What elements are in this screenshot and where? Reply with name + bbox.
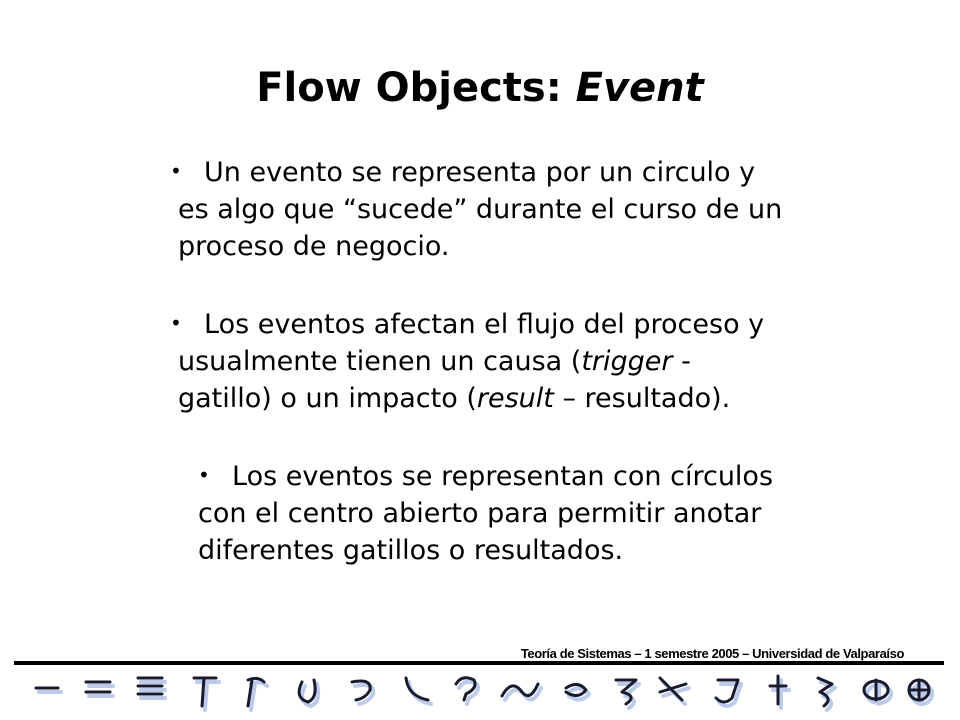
bullet-1-line-1: Un evento se representa por un circulo y [204, 157, 756, 188]
bullet-2-line-3-b: – resultado). [553, 383, 731, 414]
bullet-1-line-3: proceso de negocio. [178, 231, 450, 262]
bullet-3-line-3: diferentes gatillos o resultados. [198, 535, 624, 566]
footer-text: Teoría de Sistemas – 1 semestre 2005 – Universidad de Valparaíso [520, 646, 904, 661]
bullet-3-line-1: Los eventos se representan con círculos [232, 461, 774, 492]
bullet-2 [170, 305, 764, 417]
bullet-2-line-2-b: - [672, 346, 691, 377]
trigger-term: trigger [581, 346, 673, 377]
bullet-1 [170, 153, 782, 265]
decorative-glyph-strip [26, 668, 936, 718]
footer-divider [14, 661, 944, 665]
title-emphasis: Event [575, 65, 704, 111]
bullet-3 [198, 457, 773, 569]
title-main: Flow Objects: [256, 65, 576, 111]
result-term: result [476, 383, 554, 414]
bullet-dot: • [170, 159, 182, 183]
bullet-dot: • [170, 311, 182, 335]
bullet-1-line-2: es algo que “sucede” durante el curso de un [178, 194, 783, 225]
bullet-3-line-2: con el centro abierto para permitir anotar [198, 498, 762, 529]
bullet-2-line-2-a: usualmente tienen un causa ( [178, 346, 582, 377]
bullet-2-line-3-a: gatillo) o un impacto ( [178, 383, 477, 414]
bullet-dot: • [198, 463, 210, 487]
bullet-2-line-1: Los eventos afectan el flujo del proceso y [204, 309, 765, 340]
slide-title [0, 62, 960, 114]
bullet-2-line-2 [170, 343, 764, 380]
bullet-2-line-3 [170, 380, 764, 417]
